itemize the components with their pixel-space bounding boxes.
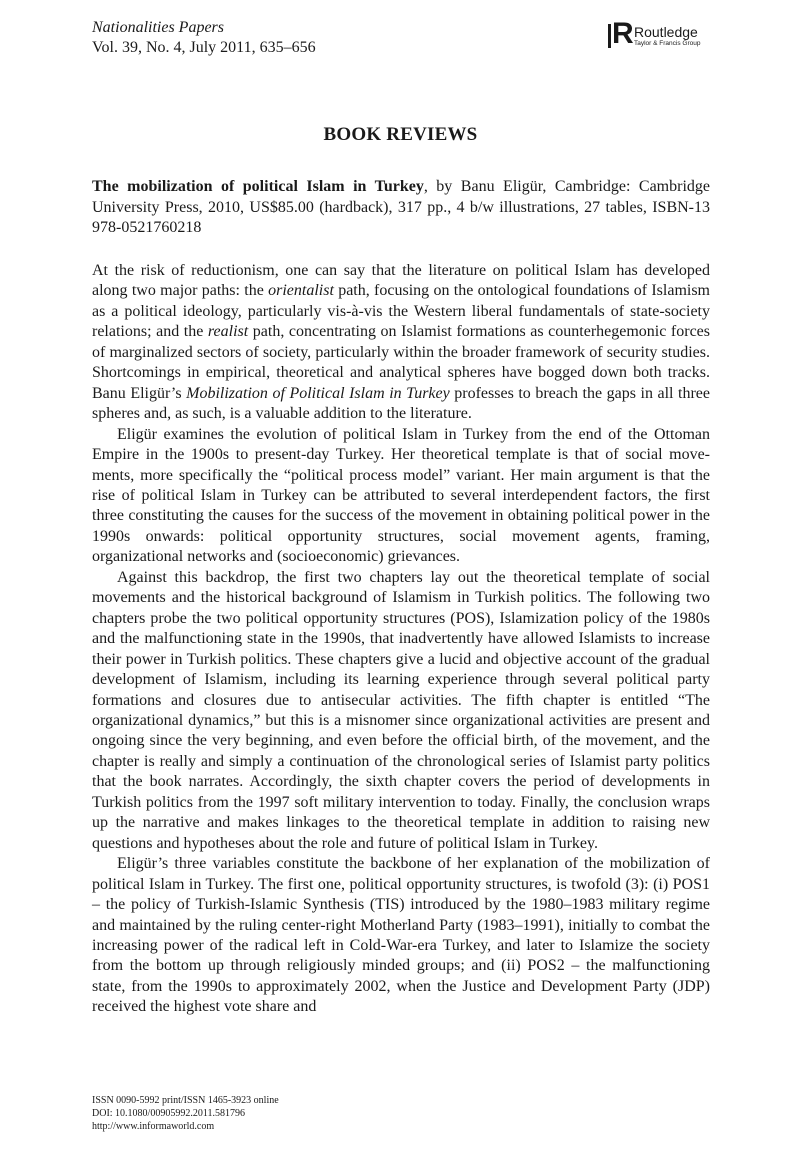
publisher-url[interactable]: http://www.informaworld.com	[92, 1121, 215, 1132]
text-run: At the risk of reductionism, one can say that the literature on political Islam has developed along two major paths: the	[92, 262, 710, 300]
paragraph-4: Eligür’s three variables constitute the backbone of her explanation of the mobilization of political Islam in Turkey. The first one, political opportunity structures, is twofold (3): (i) POS1 – the policy of Turkish-Islamic Synthesis (TIS) introduced by the 1980–1983 military regime and maintained by the ruling center-right Motherland Party (1983–1991), initially to combat the increasing power of the radical left in Cold-War-era Turkey, and later to Islamize the society from the bottom up through religiously minded groups; and (ii) POS2 – the malfunctioning state, from the 1990s to approximately 2002, when the Justice and Development Party (JDP) received the highest vote share and	[92, 855, 710, 1016]
publisher-logo	[608, 17, 701, 50]
publisher-name: Routledge	[634, 23, 698, 40]
publisher-group: Taylor & Francis Group	[634, 39, 701, 47]
routledge-r-icon: R	[608, 22, 628, 50]
section-title: BOOK REVIEWS	[323, 124, 478, 145]
italic-book-title: Mobilization of Political Islam in Turkey	[186, 384, 450, 402]
paragraph-3: Against this backdrop, the first two chapters lay out the theoretical template of social movements and the historical background of Islamism in Turkish politics. The following two chapters probe the two political opportunity structures (POS), Islamization policy of the 1980s and the malfunctioning state in the 1990s, that inadvertently have allowed Islamists to increase their power in Turkish politics. These chapters give a lucid and objective account of the gradual development of Islamism, including its learning experience through several political party formations and closures due to antisecular activities. The fifth chapter is entitled “The organizational dynamics,” but this is a misnomer since organizational activities are present and ongoing since the very beginning, and even before the official birth, of the movement, and the chapter is really and simply a continuation of the chronological series of Islamist party politics that the book narrates. Accordingly, the sixth chapter covers the period of developments in Turkish politics from the 1997 soft military intervention to today. Finally, the conclusion wraps up the narrative and makes linkages to the theoretical template in addition to raising new questions and hypotheses about the role and future of political Islam in Turkey.	[92, 568, 710, 852]
italic-term: orientalist	[268, 282, 334, 300]
book-title: The mobilization of political Islam in Turkey	[92, 178, 424, 195]
page-footer	[92, 1094, 279, 1133]
volume-info: Vol. 39, No. 4, July 2011, 635–656	[92, 39, 316, 56]
italic-term: realist	[207, 323, 249, 341]
review-body	[92, 261, 710, 1018]
text-run: path, focusing on the ontological foundations of Islamism as a political ideology, particularly vis-à-vis the Western liberal fundamentals of state-society relations; and the	[92, 282, 710, 341]
text-run: path, concentrating on Islamist formations as counterhegemonic forces of marginalized sectors of society, particularly within the broader framework of security studies. Shortcomings in empirical, theoretical and analytical spheres have bogged down both tracks. Banu Eligür’s	[92, 323, 711, 402]
paragraph-1	[92, 261, 710, 425]
text-run: professes to breach the gaps in all three spheres and, as such, is a valuable addition to the literature.	[92, 384, 711, 423]
review-citation	[92, 177, 710, 239]
paragraph-2: Eligür examines the evolution of political Islam in Turkey from the end of the Ottoman Empire in the 1900s to present-day Turkey. Her theoretical template is that of social movements, more specifically the “political process model” variant. Her main argument is that the rise of political Islam in Turkey can be attributed to several interdependent factors, the first three constituting the causes for the success of the movement in obtaining political power in the 1990s onwards: political opportunity structures, social movement agents, framing, organizational networks and (socioeconomic) grievances.	[92, 425, 710, 566]
journal-name: Nationalities Papers	[92, 19, 224, 36]
doi: DOI: 10.1080/00905992.2011.581796	[92, 1108, 245, 1119]
issn: ISSN 0090-5992 print/ISSN 1465-3923 online	[92, 1095, 279, 1106]
journal-header	[92, 18, 316, 58]
book-details: , by Banu Eligür, Cambridge: Cambridge University Press, 2010, US$85.00 (hardback), 317 pp., 4 b/w illustrations, 27 tables, ISBN-13 978-0521760218	[92, 178, 710, 236]
